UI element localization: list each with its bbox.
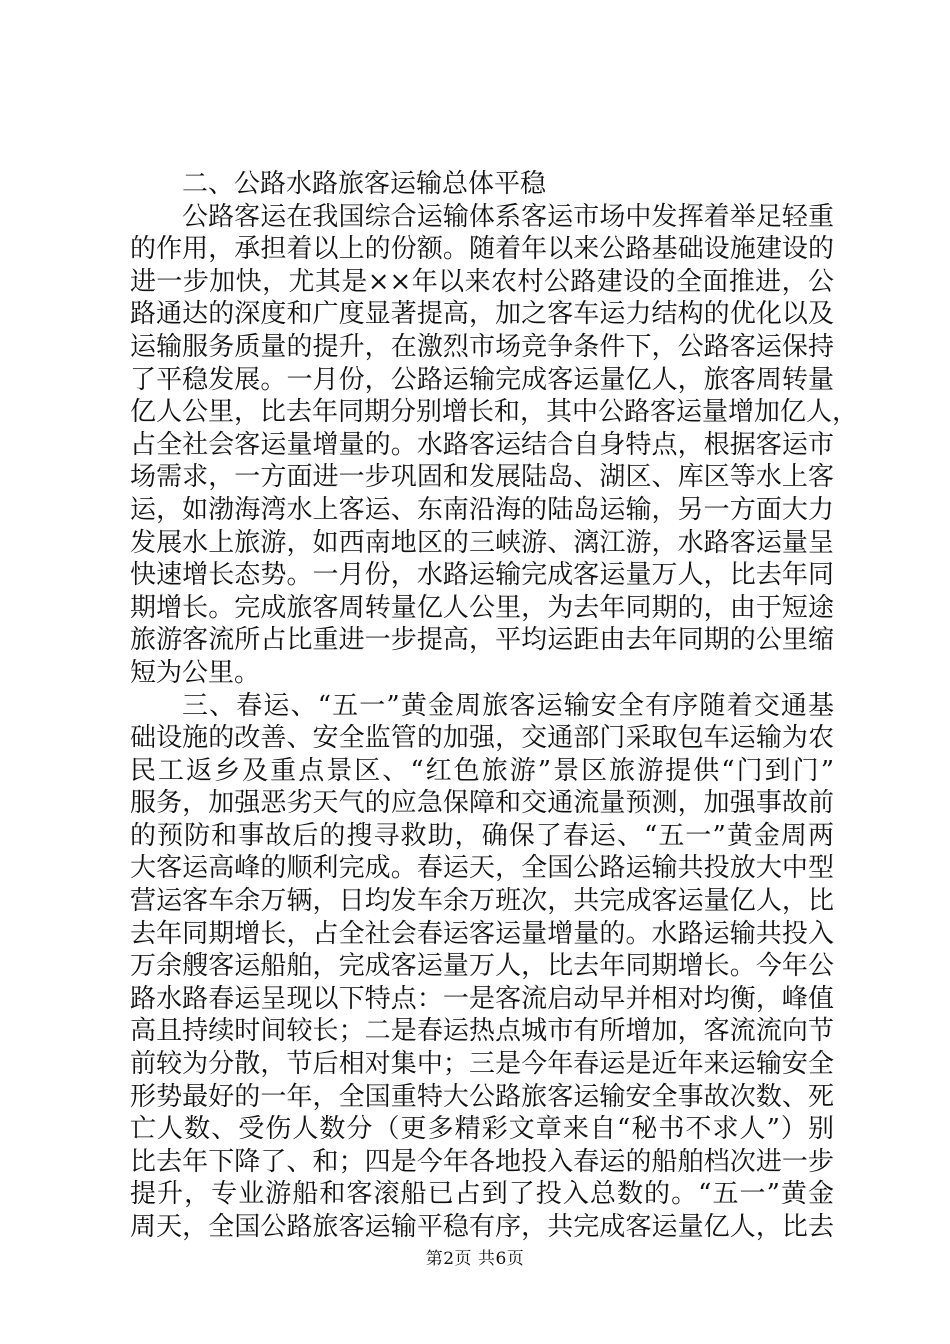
text-line: 服务，加强恶劣天气的应急保障和交通流量预测，加强事故前 bbox=[130, 788, 834, 819]
text-line: 提升，专业游船和客滚船已占到了投入总数的。“五一”黄金 bbox=[130, 1179, 834, 1210]
text-line: 的预防和事故后的搜寻救助，确保了春运、“五一”黄金周两 bbox=[130, 820, 834, 851]
text-line: 民工返乡及重点景区、“红色旅游”景区旅游提供“门到门” bbox=[130, 755, 834, 786]
text-line: 旅游客流所占比重进一步提高，平均运距由去年同期的公里缩 bbox=[130, 625, 834, 656]
text-line: 周天，全国公路旅客运输平稳有序，共完成客运量亿人，比去 bbox=[130, 1212, 834, 1242]
text-line: 比去年下降了、和；四是今年各地投入春运的船舶档次进一步 bbox=[130, 1146, 834, 1177]
text-line: 短为公里。 bbox=[130, 657, 261, 688]
document-body bbox=[130, 168, 859, 1244]
text-line: 的作用，承担着以上的份额。随着年以来公路基础设施建设的 bbox=[130, 234, 834, 265]
text-line: 去年同期增长，占全社会春运客运量增量的。水路运输共投入 bbox=[130, 918, 834, 949]
text-line: 大客运高峰的顺利完成。春运天，全国公路运输共投放大中型 bbox=[130, 853, 834, 884]
text-line: 路水路春运呈现以下特点：一是客流启动早并相对均衡，峰值 bbox=[130, 983, 834, 1014]
text-line: 场需求，一方面进一步巩固和发展陆岛、湖区、库区等水上客 bbox=[130, 462, 834, 493]
text-line: 快速增长态势。一月份，水路运输完成客运量万人，比去年同 bbox=[130, 560, 834, 591]
text-line: 亿人公里，比去年同期分别增长和，其中公路客运量增加亿人， bbox=[130, 397, 859, 428]
text-line: 运，如渤海湾水上客运、东南沿海的陆岛运输，另一方面大力 bbox=[130, 494, 834, 525]
text-line: 营运客车余万辆，日均发车余万班次，共完成客运量亿人，比 bbox=[130, 886, 834, 917]
text-line: 三、春运、“五一”黄金周旅客运输安全有序随着交通基 bbox=[182, 690, 834, 721]
text-line: 础设施的改善、安全监管的加强，交通部门采取包车运输为农 bbox=[130, 723, 834, 754]
page-footer: 第2页 共6页 bbox=[425, 1249, 525, 1269]
text-line: 公路客运在我国综合运输体系客运市场中发挥着举足轻重 bbox=[182, 201, 834, 232]
text-line: 前较为分散，节后相对集中；三是今年春运是近年来运输安全 bbox=[130, 1049, 834, 1080]
text-line: 发展水上旅游，如西南地区的三峡游、漓江游，水路客运量呈 bbox=[130, 527, 834, 558]
text-line: 万余艘客运船舶，完成客运量万人，比去年同期增长。今年公 bbox=[130, 951, 834, 982]
text-line: 亡人数、受伤人数分（更多精彩文章来自“秘书不求人”）别 bbox=[130, 1114, 834, 1145]
text-line: 二、公路水路旅客运输总体平稳 bbox=[182, 169, 547, 199]
text-line: 高且持续时间较长；二是春运热点城市有所增加，客流流向节 bbox=[130, 1016, 834, 1047]
text-line: 期增长。完成旅客周转量亿人公里，为去年同期的，由于短途 bbox=[130, 592, 834, 623]
text-line: 占全社会客运量增量的。水路客运结合自身特点，根据客运市 bbox=[130, 429, 834, 460]
text-line: 形势最好的一年，全国重特大公路旅客运输安全事故次数、死 bbox=[130, 1081, 834, 1112]
text-line: 进一步加快，尤其是××年以来农村公路建设的全面推进，公 bbox=[130, 266, 834, 297]
text-line: 路通达的深度和广度显著提高，加之客车运力结构的优化以及 bbox=[130, 299, 834, 330]
text-line: 运输服务质量的提升，在激烈市场竞争条件下，公路客运保持 bbox=[130, 331, 834, 362]
text-line: 了平稳发展。一月份，公路运输完成客运量亿人，旅客周转量 bbox=[130, 364, 834, 395]
